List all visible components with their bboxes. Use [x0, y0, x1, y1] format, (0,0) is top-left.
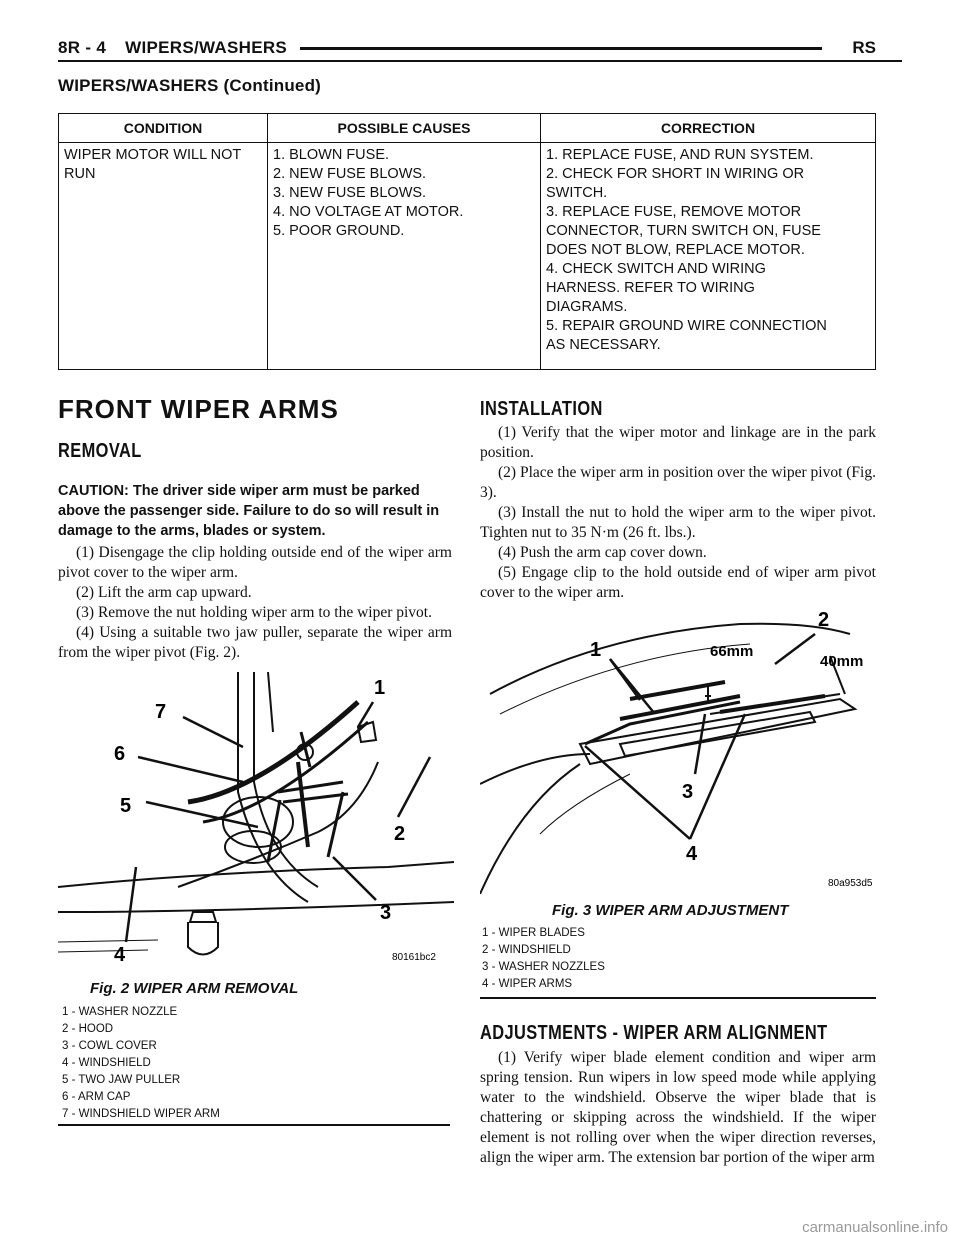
callout: 7 [155, 701, 167, 723]
header-rule [300, 47, 822, 50]
fig3-rule [480, 997, 876, 999]
legend-item: 4 - WIPER ARMS [482, 978, 573, 990]
installation-step: (2) Place the wiper arm in position over the wiper pivot (Fig. 3). [480, 464, 876, 501]
callout: 2 [818, 609, 830, 631]
installation-steps [480, 423, 876, 603]
fig2-rule [58, 1124, 450, 1126]
callout: 1 [590, 639, 602, 661]
legend-item: 3 - WASHER NOZZLES [482, 961, 605, 973]
callout: 5 [120, 795, 132, 817]
causes-cell: 1. BLOWN FUSE. 2. NEW FUSE BLOWS. 3. NEW FUSE BLOWS. 4. NO VOLTAGE AT MOTOR. 5. POOR GROUND. [268, 143, 541, 370]
callout: 3 [682, 781, 694, 803]
removal-step: (1) Disengage the clip holding outside end of the wiper arm pivot cover to the wiper arm. [58, 544, 452, 581]
figure-code: 80a953d5 [828, 878, 873, 889]
removal-step: (3) Remove the nut holding wiper arm to the wiper pivot. [76, 604, 432, 621]
legend-item: 5 - TWO JAW PULLER [62, 1074, 181, 1086]
adjustment-paragraph: (1) Verify wiper blade element condition and wiper arm spring tension. Run wipers in low speed mode while applying water to the windshield. Observe the wiper blade that is chattering or skipping across the windshield. If the wiper element is not rolling over when the wiper direction reverses, align the wiper arm. The extension bar portion of the wiper arm [480, 1049, 876, 1166]
fig2-illustration [58, 672, 454, 972]
callout: 6 [114, 743, 126, 765]
wiper-adjustment-drawing [480, 604, 876, 894]
callout: 1 [374, 677, 386, 699]
page-header [58, 38, 301, 58]
installation-step: (3) Install the nut to hold the wiper arm to the wiper pivot. Tighten nut to 35 N·m (26 ft. lbs.). [480, 504, 876, 541]
condition-cell: WIPER MOTOR WILL NOT RUN [59, 143, 268, 370]
removal-step: (2) Lift the arm cap upward. [76, 584, 252, 601]
adjustments-heading: ADJUSTMENTS - WIPER ARM ALIGNMENT [480, 1022, 828, 1044]
removal-step: (4) Using a suitable two jaw puller, separate the wiper arm from the wiper pivot (Fig. 2). [58, 624, 452, 661]
legend-item: 1 - WASHER NOZZLE [62, 1006, 178, 1018]
legend-item: 1 - WIPER BLADES [482, 927, 585, 939]
callout: 2 [394, 823, 406, 845]
table-row [59, 143, 876, 370]
header-line [58, 60, 902, 62]
installation-step: (4) Push the arm cap cover down. [498, 544, 707, 561]
correction-cell: 1. REPLACE FUSE, AND RUN SYSTEM. 2. CHECK FOR SHORT IN WIRING OR SWITCH. 3. REPLACE FUSE, REMOVE MOTOR CONNECTOR, TURN SWITCH ON, FUSE DOES NOT BLOW, REPLACE MOTOR. 4. CHECK SWITCH AND WIRING HARNESS. REFER TO WIRING DIAGRAMS. 5. REPAIR GROUND WIRE CONNECTION AS NECESSARY. [541, 143, 876, 370]
legend-item: 6 - ARM CAP [62, 1091, 131, 1103]
legend-item: 3 - COWL COVER [62, 1040, 157, 1052]
header-right: RS [852, 38, 876, 57]
installation-step: (5) Engage clip to the hold outside end of wiper arm pivot cover to the wiper arm. [480, 564, 876, 601]
table-header: CORRECTION [541, 114, 876, 143]
continued-title: WIPERS/WASHERS (Continued) [58, 76, 322, 95]
legend-item: 4 - WINDSHIELD [62, 1057, 151, 1069]
legend-item: 2 - HOOD [62, 1023, 114, 1035]
fig2-legend [62, 1004, 220, 1123]
callout: 4 [114, 944, 126, 966]
section-title: WIPERS/WASHERS [125, 38, 288, 57]
table-header: CONDITION [59, 114, 268, 143]
fig3-legend [482, 925, 605, 993]
diagnosis-table [58, 113, 876, 370]
table-header: POSSIBLE CAUSES [268, 114, 541, 143]
fig2-caption: Fig. 2 WIPER ARM REMOVAL [90, 980, 299, 997]
removal-heading: REMOVAL [58, 440, 142, 462]
removal-steps [58, 543, 452, 663]
watermark: carmanualsonline.info [802, 1219, 948, 1236]
callout: 3 [380, 902, 392, 924]
adjustments-text [480, 1048, 876, 1168]
table-header-row [59, 114, 876, 143]
section-number: 8R - 4 [58, 38, 107, 57]
figure-code: 80161bc2 [392, 952, 436, 963]
caution-note: CAUTION: The driver side wiper arm must be parked above the passenger side. Failure to do so will result in damage to the arms, blades or system. [58, 483, 440, 539]
dimension-label: 40mm [820, 653, 864, 670]
installation-heading: INSTALLATION [480, 398, 603, 420]
fig3-illustration [480, 604, 876, 894]
dimension-label: 66mm [710, 643, 754, 660]
legend-item: 2 - WINDSHIELD [482, 944, 571, 956]
legend-item: 7 - WINDSHIELD WIPER ARM [62, 1108, 220, 1120]
section-heading: FRONT WIPER ARMS [58, 394, 339, 424]
fig3-caption: Fig. 3 WIPER ARM ADJUSTMENT [552, 902, 789, 919]
wiper-removal-drawing [58, 672, 454, 972]
installation-step: (1) Verify that the wiper motor and linkage are in the park position. [480, 424, 876, 461]
callout: 4 [686, 843, 698, 865]
